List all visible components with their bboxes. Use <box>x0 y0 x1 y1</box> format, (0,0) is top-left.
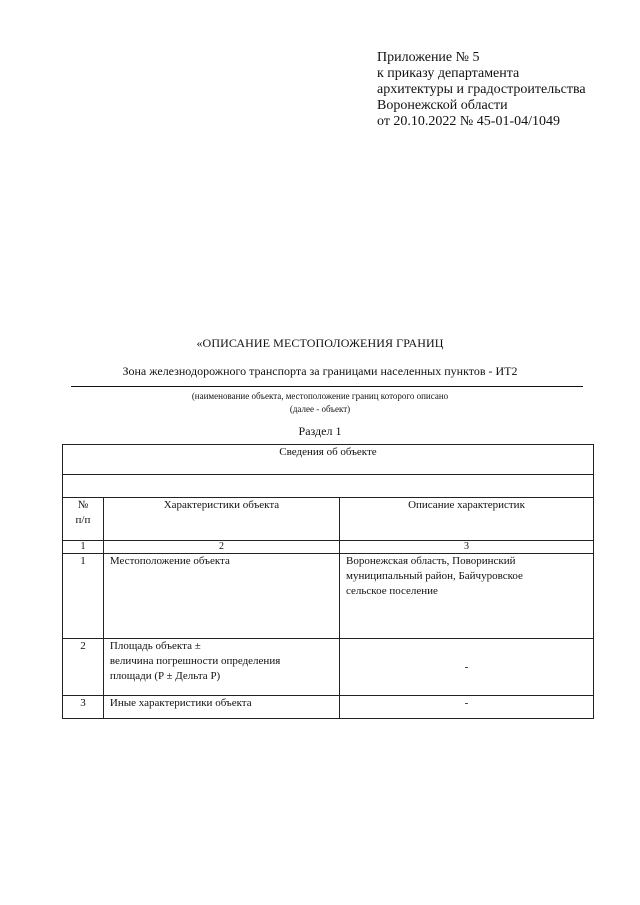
appendix-line: Приложение № 5 <box>377 50 480 65</box>
characteristic-line: площади (P ± Дельта P) <box>109 670 221 682</box>
row-description <box>340 554 594 639</box>
table-heading: Сведения об объекте <box>63 445 594 475</box>
table-empty-cell <box>63 475 594 498</box>
description-line: сельское поселение <box>346 585 438 597</box>
characteristic-line: величина погрешности определения <box>109 655 281 667</box>
object-name-caption <box>0 390 640 416</box>
table-empty-row <box>63 475 594 498</box>
appendix-line: от 20.10.2022 № 45-01-04/1049 <box>377 114 561 129</box>
column-header-characteristics: Характеристики объекта <box>103 498 339 541</box>
row-characteristic <box>103 639 339 696</box>
appendix-line: архитектуры и градостроительства <box>377 82 586 97</box>
table-heading-row <box>63 445 594 475</box>
appendix-line: к приказу департамента <box>377 66 520 81</box>
caption-line: (наименование объекта, местоположение границ которого описано <box>191 391 449 401</box>
column-header-description: Описание характеристик <box>340 498 594 541</box>
column-index: 2 <box>103 541 339 554</box>
table-column-headers <box>63 498 594 541</box>
column-index: 1 <box>63 541 104 554</box>
section-label: Раздел 1 <box>298 424 342 438</box>
document-title: «ОПИСАНИЕ МЕСТОПОЛОЖЕНИЯ ГРАНИЦ <box>196 336 444 350</box>
column-header-num-line: № <box>77 499 89 511</box>
row-characteristic: Местоположение объекта <box>103 554 339 639</box>
column-header-num <box>63 498 104 541</box>
table-column-index-row <box>63 541 594 554</box>
caption-line: (далее - объект) <box>289 404 351 414</box>
table-row <box>63 554 594 639</box>
row-number: 2 <box>63 639 104 696</box>
description-line: муниципальный район, Байчуровское <box>346 570 523 582</box>
table-row <box>63 696 594 719</box>
description-line: Воронежская область, Поворинский <box>346 555 516 567</box>
row-description: - <box>340 639 594 696</box>
table-row <box>63 639 594 696</box>
object-name: Зона железнодорожного транспорта за границами населенных пунктов - ИТ2 <box>122 364 518 378</box>
row-characteristic: Иные характеристики объекта <box>103 696 339 719</box>
row-description: - <box>340 696 594 719</box>
row-number: 1 <box>63 554 104 639</box>
row-number: 3 <box>63 696 104 719</box>
object-name-underline <box>71 386 583 387</box>
characteristic-line: Площадь объекта ± <box>109 640 201 652</box>
appendix-header <box>377 50 586 130</box>
object-info-table <box>62 444 594 719</box>
column-header-num-line: п/п <box>75 514 91 526</box>
column-index: 3 <box>340 541 594 554</box>
appendix-line: Воронежской области <box>377 98 508 113</box>
